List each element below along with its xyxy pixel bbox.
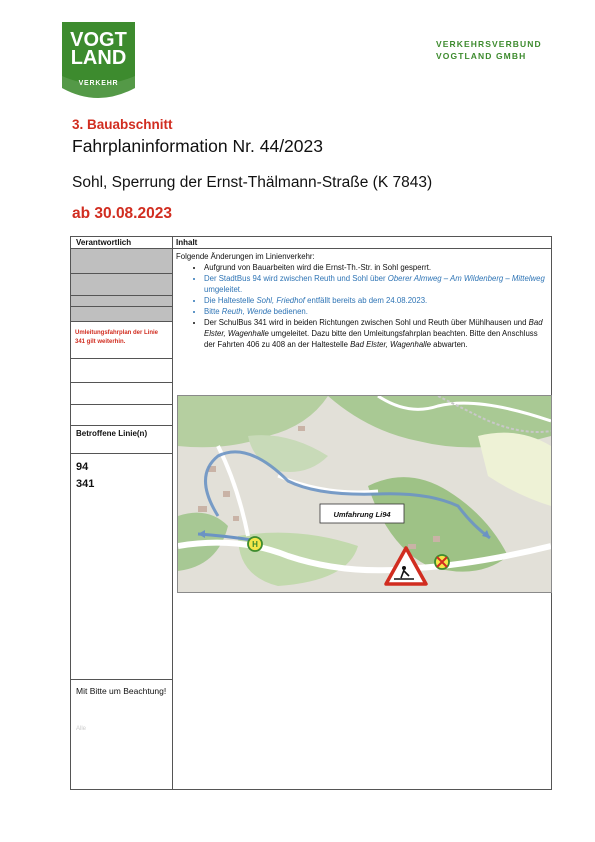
page-subtitle: Sohl, Sperrung der Ernst-Thälmann-Straße (K 7843): [72, 174, 433, 191]
grey-cell: [71, 249, 172, 273]
bullet-text: Aufgrund von Bauarbeiten wird die Ernst-Th.-Str. in Sohl gesperrt.: [204, 263, 432, 272]
column-divider: [172, 237, 173, 789]
grey-cell: [71, 274, 172, 295]
row-divider: [71, 306, 172, 307]
info-table: [70, 236, 552, 790]
grey-cell: [71, 296, 172, 306]
list-item: [204, 273, 548, 295]
row-divider: [71, 382, 172, 383]
header-divider: [71, 248, 551, 249]
vogtland-verkehr-logo: [62, 22, 135, 101]
bus-stop-letter: H: [252, 540, 258, 549]
grey-cell: [71, 307, 172, 321]
org-line2: VOGTLAND GMBH: [436, 51, 527, 61]
bullet-text: abwarten.: [431, 340, 468, 349]
list-item: [204, 295, 548, 306]
affected-lines: [76, 459, 94, 493]
content-intro: Folgende Änderungen im Linienverkehr:: [176, 252, 315, 261]
line-number: 94: [76, 461, 89, 473]
affected-lines-label: Betroffene Linie(n): [76, 429, 148, 438]
bullet-text: bedienen.: [271, 307, 308, 316]
row-divider: [71, 295, 172, 296]
detour-schedule-note: Umleitungsfahrplan der Linie 341 gilt weiterhin.: [75, 330, 159, 345]
bullet-stop: Bad Elster, Wagenhalle: [204, 318, 543, 338]
row-divider: [71, 404, 172, 405]
map-graphic: [178, 396, 551, 592]
row-divider: [71, 273, 172, 274]
page-title: Fahrplaninformation Nr. 44/2023: [72, 136, 323, 156]
attention-sub: Alle: [76, 726, 87, 732]
bullet-text: umgeleitet. Dazu bitte den Umleitungsfahrplan beachten. Bitte den Anschluss der Fahrten 406 zu 408 an der Haltestelle: [204, 329, 538, 349]
bullet-text: entfällt bereits ab dem 24.08.2023.: [304, 296, 428, 305]
logo-line1: VOGT: [70, 29, 127, 51]
list-item: [204, 262, 548, 273]
row-divider: [71, 321, 172, 322]
bullet-stop: Reuth, Wende: [221, 307, 272, 316]
row-divider: [71, 358, 172, 359]
section-heading: 3. Bauabschnitt: [72, 117, 173, 132]
list-item: [204, 306, 548, 317]
bullet-route: Oberer Almweg – Am Wildenberg – Mittelweg: [387, 274, 545, 283]
detour-map: [177, 395, 552, 593]
line-number: 341: [76, 478, 95, 490]
list-item: [204, 317, 548, 350]
org-line1: VERKEHRSVERBUND: [436, 39, 542, 49]
row-divider: [71, 425, 172, 426]
valid-from-date: ab 30.08.2023: [72, 205, 172, 222]
column-header-content: Inhalt: [176, 238, 198, 247]
bullet-text: umgeleitet.: [204, 285, 243, 294]
detour-label: Umfahrung Li94: [333, 510, 391, 519]
logo-line2: LAND: [70, 47, 127, 69]
bus-stop-icon: [248, 537, 262, 551]
bullet-text: Bitte: [204, 307, 222, 316]
bullet-text: Die Haltestelle: [204, 296, 257, 305]
row-divider: [71, 679, 172, 680]
cancelled-stop-icon: [435, 555, 449, 569]
bullet-stop: Bad Elster, Wagenhalle: [350, 340, 431, 349]
row-divider: [71, 453, 172, 454]
attention-note: Mit Bitte um Beachtung!: [76, 686, 167, 696]
content-text: [176, 251, 548, 350]
bullet-text: Der SchulBus 341 wird in beiden Richtungen zwischen Sohl und Reuth über Mühlhausen und: [204, 318, 529, 327]
change-list: [176, 262, 548, 350]
bullet-stop: Sohl, Friedhof: [256, 296, 305, 305]
organization-name: [436, 38, 542, 62]
bullet-text: Der StadtBus 94 wird zwischen Reuth und Sohl über: [204, 274, 388, 283]
column-header-responsible: Verantwortlich: [76, 238, 132, 247]
logo-band: VERKEHR: [78, 80, 119, 87]
